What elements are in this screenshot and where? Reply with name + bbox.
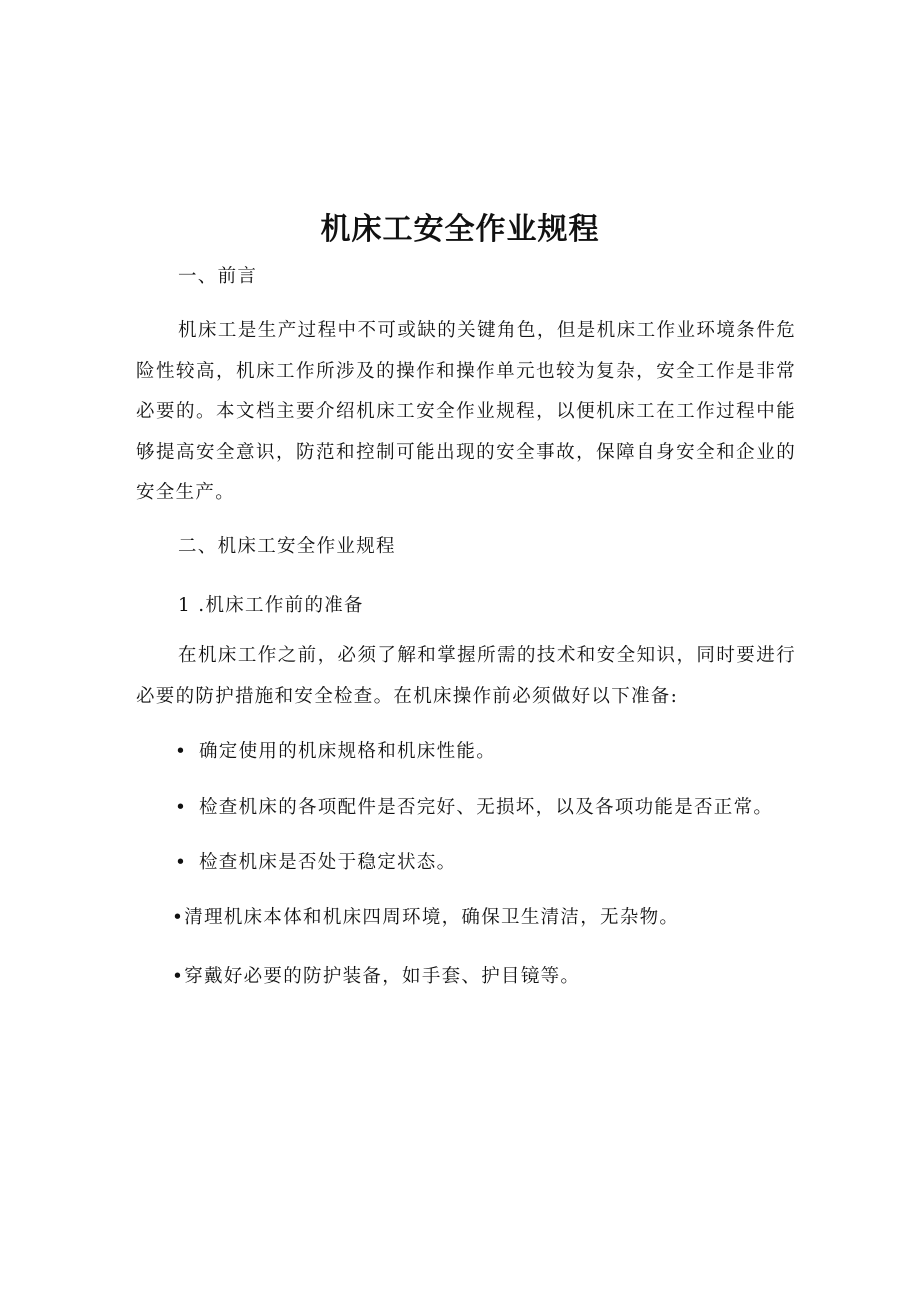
preface-paragraph: 机床工是生产过程中不可或缺的关键角色，但是机床工作业环境条件危险性较高，机床工作所涉及的操作和操作单元也较为复杂，安全工作是非常必要的。本文档主要介绍机床工安全作业规程，以便机床工在工作过程中能够提高安全意识，防范和控制可能出现的安全事故，保障自身安全和企业的安全生产。	[136, 320, 796, 503]
preparation-paragraph: 在机床工作之前，必须了解和掌握所需的技术和安全知识，同时要进行必要的防护措施和安全检查。在机床操作前必须做好以下准备:	[136, 645, 796, 707]
list-item	[175, 737, 835, 767]
bullet-icon: •	[175, 741, 188, 762]
list-item	[172, 962, 832, 992]
subsection-heading-text: .机床工作前的准备	[198, 595, 364, 616]
list-item-text: 检查机床是否处于稳定状态。	[199, 852, 457, 873]
subsection-number: 1	[178, 595, 192, 616]
bullet-icon: •	[175, 797, 188, 818]
bullet-icon: •	[175, 852, 188, 873]
section-heading-procedures: 二、机床工安全作业规程	[178, 536, 396, 557]
list-item-text: 穿戴好必要的防护装备，如手套、护目镜等。	[184, 966, 581, 987]
list-item-text: 清理机床本体和机床四周环境，确保卫生清洁，无杂物。	[184, 907, 680, 928]
list-item	[175, 848, 835, 878]
section-heading-preface: 一、前言	[178, 266, 258, 287]
list-item	[175, 793, 835, 823]
page-title: 机床工安全作业规程	[320, 212, 600, 247]
bullet-icon: •	[172, 966, 185, 987]
list-item-text: 检查机床的各项配件是否完好、无损坏，以及各项功能是否正常。	[199, 797, 774, 818]
bullet-icon: •	[172, 907, 185, 928]
subsection-heading-preparation	[178, 591, 838, 621]
list-item-text: 确定使用的机床规格和机床性能。	[199, 741, 497, 762]
list-item	[172, 903, 832, 933]
